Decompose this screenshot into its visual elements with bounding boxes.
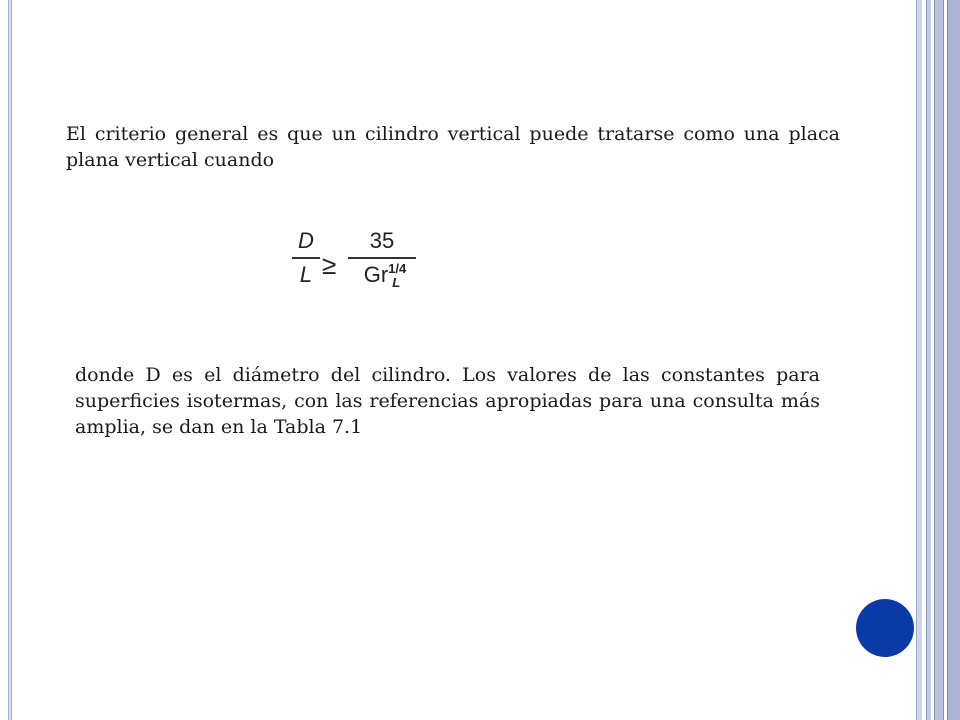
formula-d-over-l xyxy=(288,228,428,310)
formula-denominator-gr xyxy=(363,261,407,291)
right-frame-stripe xyxy=(916,0,922,720)
formula-exponent: 1/4 xyxy=(388,261,407,276)
formula-subscript: L xyxy=(392,275,401,290)
left-frame-bar xyxy=(8,0,12,720)
right-frame-stripe xyxy=(947,0,960,720)
paragraph-criterion: El criterio general es que un cilindro vertical puede tratarse como una placa plana vertical cuando xyxy=(66,123,840,171)
fraction-d-over-l xyxy=(292,228,320,288)
formula-denominator-l: L xyxy=(299,262,313,287)
formula-relation: ≥ xyxy=(322,250,337,280)
paragraph-explanation: donde D es el diámetro del cilindro. Los valores de las constantes para superficies isotermas, con las referencias apropiadas para una consulta más amplia, se dan en la Tabla 7.1 xyxy=(75,364,820,438)
blue-circle-decoration xyxy=(856,599,914,657)
right-frame-stripe xyxy=(926,0,931,720)
formula-numerator-d: D xyxy=(298,228,314,253)
formula-numerator-35: 35 xyxy=(369,228,395,253)
right-frame-stripe xyxy=(934,0,944,720)
fraction-bar xyxy=(348,257,416,259)
fraction-35-over-gr xyxy=(348,228,416,291)
grashof-symbol: Gr xyxy=(363,262,389,287)
fraction-bar xyxy=(292,257,320,259)
